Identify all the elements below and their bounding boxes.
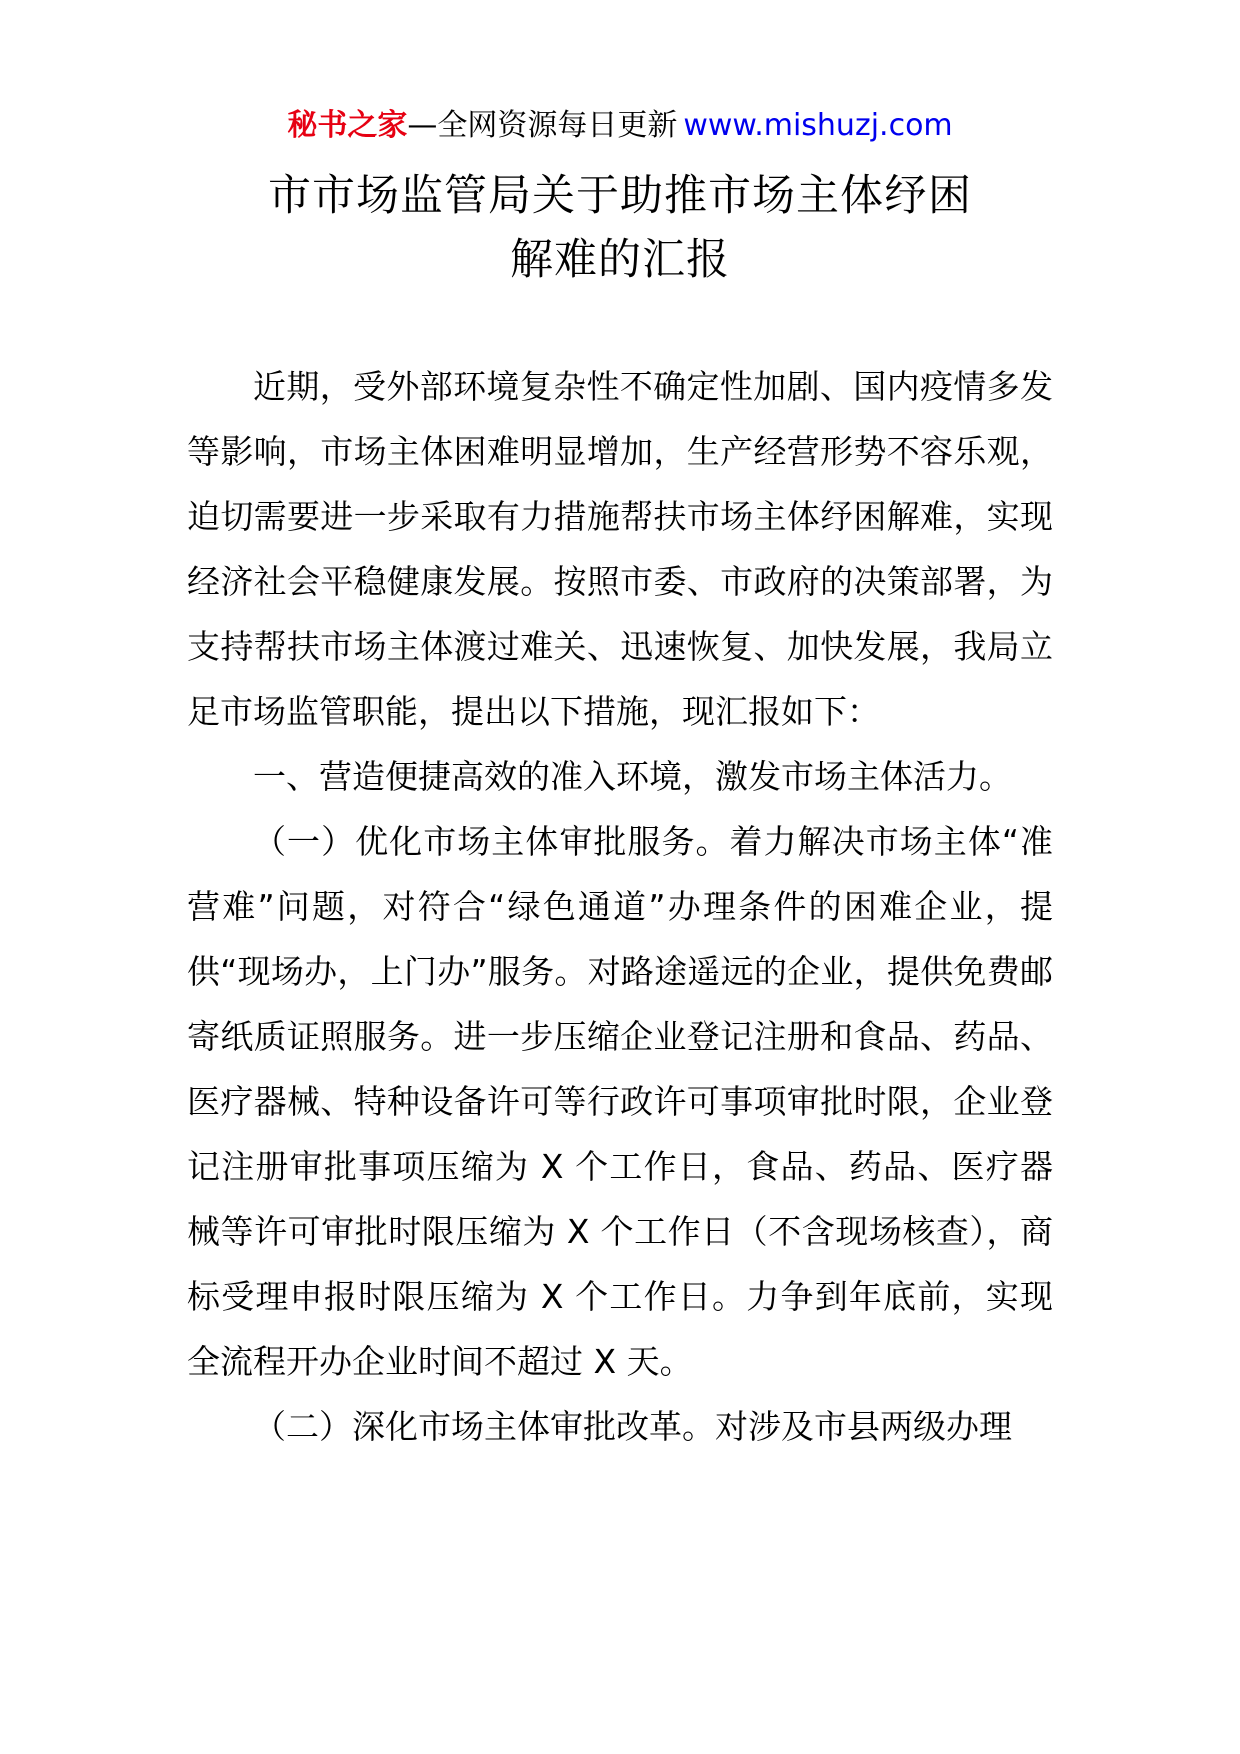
- title-line-1: 市市场监管局关于助推市场主体纾困: [268, 171, 972, 221]
- title-line-2: 解难的汇报: [510, 235, 730, 285]
- document-body: [187, 354, 1053, 1459]
- header-tagline: —全网资源每日更新: [407, 108, 678, 143]
- brand-name: 秘书之家: [287, 108, 408, 143]
- subsection-paragraph-1: （一）优化市场主体审批服务。着力解决市场主体“准营难”问题，对符合“绿色通道”办理条件的困难企业，提供“现场办，上门办”服务。对路途遥远的企业，提供免费邮寄纸质证照服务。进一步压缩企业登记注册和食品、药品、医疗器械、特种设备许可等行政许可事项审批时限，企业登记注册审批事项压缩为 X 个工作日，食品、药品、医疗器械等许可审批时限压缩为 X 个工作日（不含现场核查），商标受理申报时限压缩为 X 个工作日。力争到年底前，实现全流程开办企业时间不超过 X 天。: [187, 822, 1053, 1381]
- document-title: [0, 164, 1240, 292]
- intro-paragraph: 近期，受外部环境复杂性不确定性加剧、国内疫情多发等影响，市场主体困难明显增加，生产经营形势不容乐观，迫切需要进一步采取有力措施帮扶市场主体纾困解难，实现经济社会平稳健康发展。按照市委、市政府的决策部署，为支持帮扶市场主体渡过难关、迅速恢复、加快发展，我局立足市场监管职能，提出以下措施，现汇报如下：: [187, 367, 1053, 731]
- section-heading-1: 一、营造便捷高效的准入环境，激发市场主体活力。: [253, 757, 1012, 796]
- site-url-link[interactable]: www.mishuzj.com: [683, 108, 953, 143]
- site-header: [0, 104, 1240, 148]
- subsection-paragraph-2: （二）深化市场主体审批改革。对涉及市县两级办理: [253, 1407, 1012, 1446]
